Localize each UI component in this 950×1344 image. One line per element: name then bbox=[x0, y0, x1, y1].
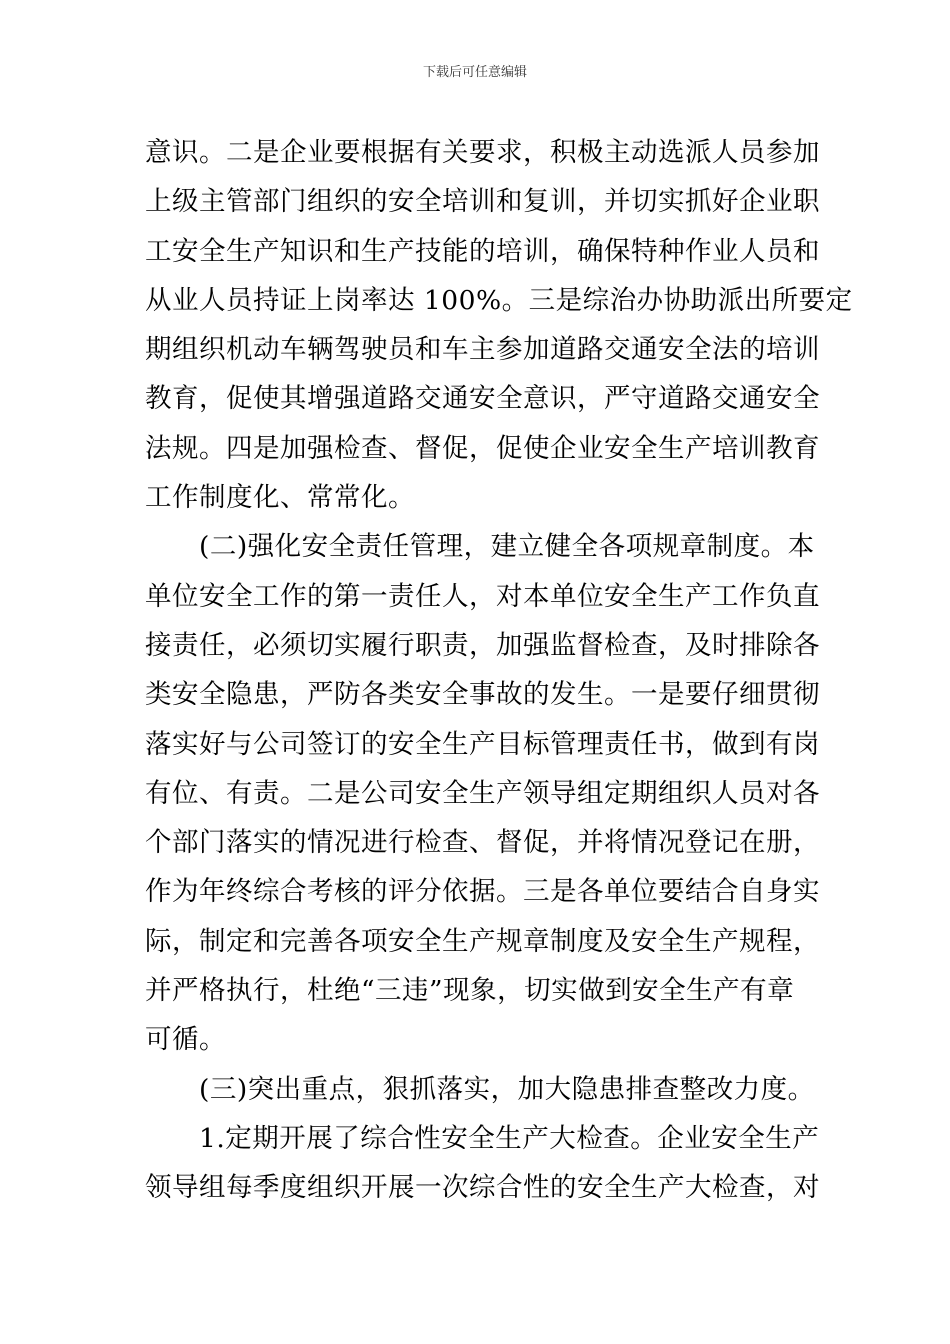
document-body bbox=[145, 128, 853, 1213]
text-line: 法规。四是加强检查、督促，促使企业安全生产培训教育 bbox=[145, 432, 820, 464]
text-line: 单位安全工作的第一责任人，对本单位安全生产工作负直 bbox=[145, 580, 820, 612]
text-line: 意识。二是企业要根据有关要求，积极主动选派人员参加 bbox=[145, 137, 820, 168]
text-line: 落实好与公司签订的安全生产目标管理责任书，做到有岗 bbox=[145, 728, 820, 760]
text-line: 上级主管部门组织的安全培训和复训，并切实抓好企业职 bbox=[145, 186, 820, 218]
text-line: 从业人员持证上岗率达 100%。三是综治办协助派出所要定 bbox=[145, 284, 853, 316]
text-line: 期组织机动车辆驾驶员和车主参加道路交通安全法的培训 bbox=[145, 334, 820, 366]
text-line: 个部门落实的情况进行检查、督促，并将情况登记在册， bbox=[145, 827, 820, 859]
text-line: 类安全隐患，严防各类安全事故的发生。一是要仔细贯彻 bbox=[145, 679, 820, 711]
section-heading-2: (二)强化安全责任管理，建立健全各项规章制度。本 bbox=[199, 531, 815, 563]
text-line: 际，制定和完善各项安全生产规章制度及安全生产规程， bbox=[145, 925, 820, 957]
text-line: 并严格执行，杜绝“三违”现象，切实做到安全生产有章 bbox=[145, 975, 795, 1007]
section-heading-3: (三)突出重点，狠抓落实，加大隐患排查整改力度。 bbox=[199, 1073, 815, 1105]
text-line: 工作制度化、常常化。 bbox=[145, 482, 415, 514]
text-line: 领导组每季度组织开展一次综合性的安全生产大检查，对 bbox=[145, 1172, 820, 1204]
text-line: 可循。 bbox=[145, 1024, 226, 1056]
text-line: 工安全生产知识和生产技能的培训，确保特种作业人员和 bbox=[145, 235, 820, 267]
text-line: 有位、有责。二是公司安全生产领导组定期组织人员对各 bbox=[145, 777, 820, 809]
text-line: 教育，促使其增强道路交通安全意识，严守道路交通安全 bbox=[145, 383, 820, 415]
text-line: 接责任，必须切实履行职责，加强监督检查，及时排除各 bbox=[145, 629, 820, 661]
page-header: 下载后可任意编辑 bbox=[422, 65, 527, 80]
text-line: 作为年终综合考核的评分依据。三是各单位要结合自身实 bbox=[145, 876, 820, 908]
numbered-item-1: 1.定期开展了综合性安全生产大检查。企业安全生产 bbox=[199, 1122, 820, 1154]
